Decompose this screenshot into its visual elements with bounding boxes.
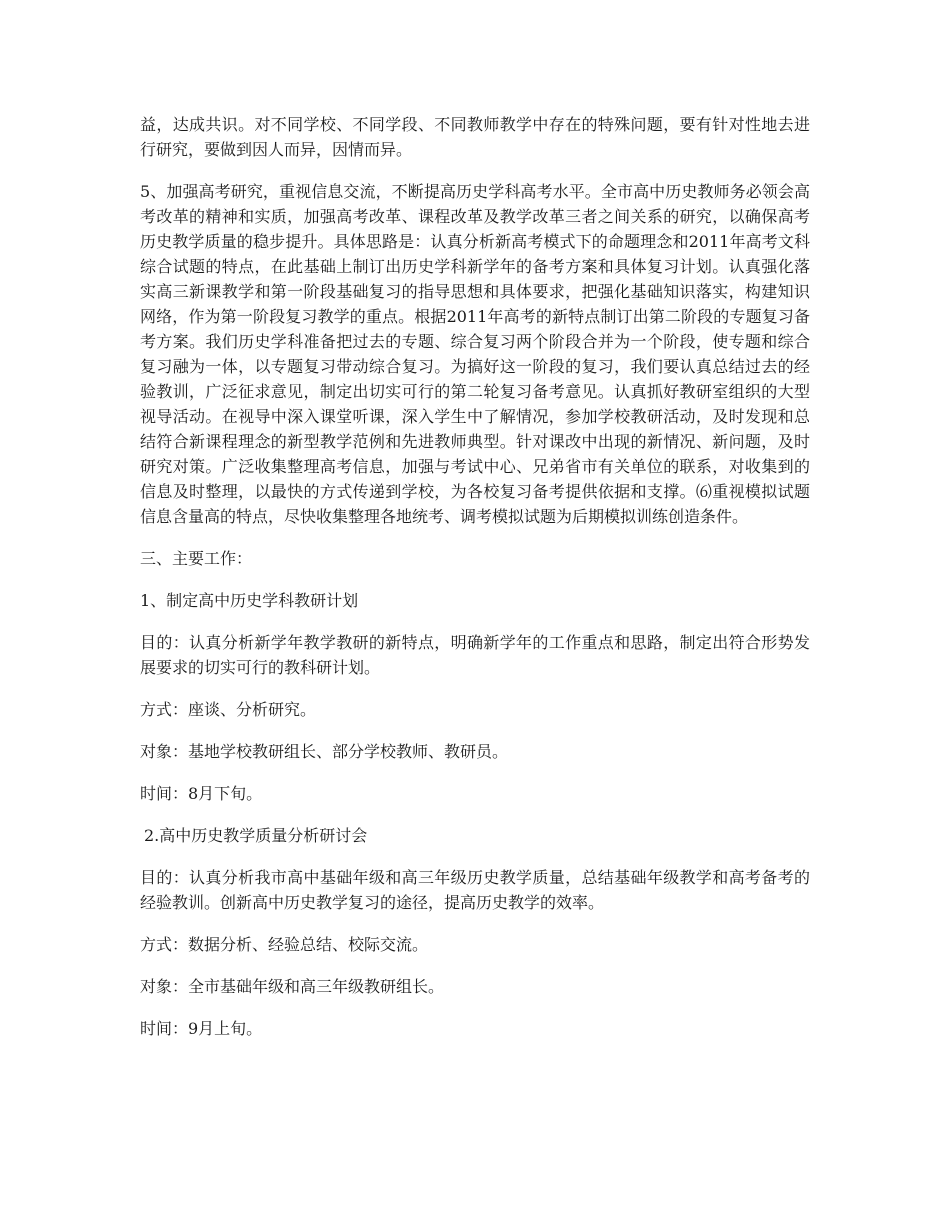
work-item-1-audience: 对象：基地学校教研组长、部分学校教师、教研员。 xyxy=(140,742,509,761)
work-item-1-time: 时间：8月下旬。 xyxy=(140,784,263,803)
work-item-2-audience: 对象：全市基础年级和高三年级教研组长。 xyxy=(140,977,445,996)
work-item-1-method: 方式：座谈、分析研究。 xyxy=(140,700,317,719)
section-heading-main-work: 三、主要工作： xyxy=(140,549,253,568)
document-page xyxy=(140,112,810,1058)
work-item-2-method: 方式：数据分析、经验总结、校际交流。 xyxy=(140,935,429,954)
work-item-2-title: 2.高中历史教学质量分析研讨会 xyxy=(144,826,368,845)
work-item-2-time: 时间：9月上旬。 xyxy=(140,1019,263,1038)
work-item-2-purpose: 目的：认真分析我市高中基础年级和高三年级历史教学质量，总结基础年级教学和高考备考的经验教训。创新高中历史教学复习的途径，提高历史教学的效率。 xyxy=(140,868,810,912)
work-item-1-purpose: 目的：认真分析新学年教学教研的新特点，明确新学年的工作重点和思路，制定出符合形势发展要求的切实可行的教科研计划。 xyxy=(140,633,810,677)
paragraph-continuation: 益，达成共识。对不同学校、不同学段、不同教师教学中存在的特殊问题，要有针对性地去进行研究，要做到因人而异，因情而异。 xyxy=(140,115,810,159)
paragraph-item-5: 5、加强高考研究，重视信息交流，不断提高历史学科高考水平。全市高中历史教师务必领会高考改革的精神和实质，加强高考改革、课程改革及教学改革三者之间关系的研究，以确保高考历史教学质量的稳步提升。具体思路是：认真分析新高考模式下的命题理念和2011年高考文科综合试题的特点，在此基础上制订出历史学科新学年的备考方案和具体复习计划。认真强化落实高三新课教学和第一阶段基础复习的指导思想和具体要求，把强化基础知识落实，构建知识网络，作为第一阶段复习教学的重点。根据2011年高考的新特点制订出第二阶段的专题复习备考方案。我们历史学科准备把过去的专题、综合复习两个阶段合并为一个阶段，使专题和综合复习融为一体，以专题复习带动综合复习。为搞好这一阶段的复习，我们要认真总结过去的经验教训，广泛征求意见，制定出切实可行的第二轮复习备考意见。认真抓好教研室组织的大型视导活动。在视导中深入课堂听课，深入学生中了解情况，参加学校教研活动，及时发现和总结符合新课程理念的新型教学范例和先进教师典型。针对课改中出现的新情况、新问题，及时研究对策。广泛收集整理高考信息，加强与考试中心、兄弟省市有关单位的联系，对收集到的信息及时整理，以最快的方式传递到学校，为各校复习备考提供依据和支撑。⑹重视模拟试题信息含量高的特点，尽快收集整理各地统考、调考模拟试题为后期模拟训练创造条件。 xyxy=(140,182,810,526)
work-item-1-title: 1、制定高中历史学科教研计划 xyxy=(140,591,359,610)
